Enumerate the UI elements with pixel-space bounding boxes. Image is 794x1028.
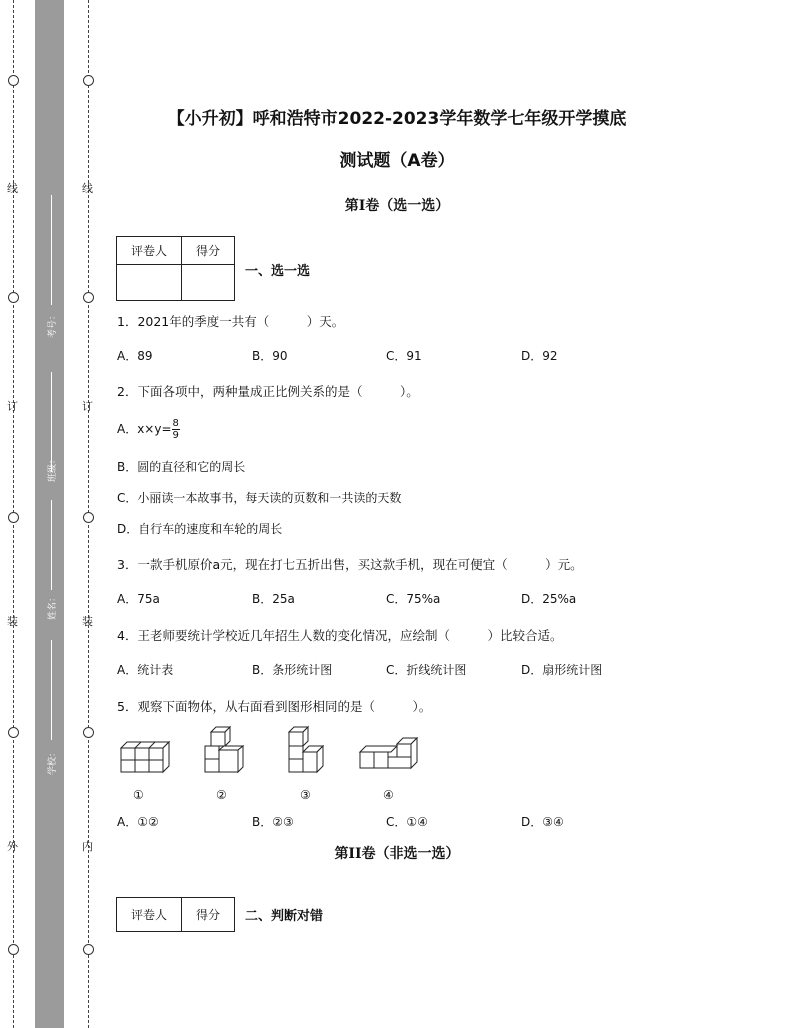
q5-option-c[interactable]: C．①④ [386, 815, 428, 829]
binding-hole [83, 75, 94, 86]
binding-hole [8, 727, 19, 738]
section2-title: 二、判断对错 [245, 909, 324, 924]
side-mark-xian: 线 [82, 182, 93, 195]
part1-heading: 第I卷（选一选） [344, 198, 450, 214]
page-title-line2: 测试题（A卷） [339, 151, 455, 171]
q1-option-a[interactable]: A．89 [117, 349, 153, 363]
field-label-exam-number: 考号： [48, 310, 58, 338]
q1-option-d[interactable]: D．92 [521, 349, 558, 363]
field-line-school [51, 640, 52, 740]
side-mark-ding: 订 [82, 400, 93, 413]
q5-option-d[interactable]: D．③④ [521, 815, 564, 829]
fraction-numerator: 8 [172, 418, 179, 429]
q5-option-a[interactable]: A．①② [117, 815, 159, 829]
binding-hole [8, 944, 19, 955]
binding-hole [8, 512, 19, 523]
q4-option-c[interactable]: C．折线统计图 [386, 663, 467, 677]
q2-option-b[interactable]: B．圆的直径和它的周长 [117, 460, 246, 474]
fraction-denominator: 9 [172, 430, 179, 441]
score-table [116, 236, 235, 301]
field-label-school: 学校： [48, 747, 58, 775]
side-mark-wai: 外 [7, 840, 18, 853]
q2-option-c[interactable]: C．小丽读一本故事书，每天读的页数和一共读的天数 [117, 491, 402, 505]
cube-figure-4 [360, 738, 417, 768]
q4-option-a[interactable]: A．统计表 [117, 663, 174, 677]
score-header: 得分 [182, 898, 235, 932]
q2-option-a-text: A．x×y= [117, 422, 172, 436]
fraction [172, 418, 180, 441]
reviewer-header: 评卷人 [117, 237, 182, 265]
figure-label-1: ① [133, 788, 144, 802]
cube-figure-3 [289, 727, 323, 772]
binding-hole [83, 727, 94, 738]
question-3-stem: 3．一款手机原价a元，现在打七五折出售，买这款手机，现在可便宜（ ）元。 [117, 557, 583, 572]
figure-label-3: ③ [300, 788, 311, 802]
q1-option-b[interactable]: B．90 [252, 349, 288, 363]
question-2-stem: 2．下面各项中，两种量成正比例关系的是（ ）。 [117, 384, 419, 399]
figure-label-2: ② [216, 788, 227, 802]
q3-option-c[interactable]: C．75%a [386, 592, 441, 606]
q1-option-c[interactable]: C．91 [386, 349, 422, 363]
page-title-line1: 【小升初】呼和浩特市2022-2023学年数学七年级开学摸底 [167, 109, 627, 129]
score-cell[interactable] [182, 265, 235, 301]
field-line-name [51, 500, 52, 590]
cube-figures [115, 722, 435, 782]
side-mark-xian: 线 [7, 182, 18, 195]
q3-option-d[interactable]: D．25%a [521, 592, 577, 606]
reviewer-header: 评卷人 [117, 898, 182, 932]
field-label-class: 班级： [48, 454, 58, 482]
field-label-name: 姓名： [48, 592, 58, 620]
binding-hole [83, 512, 94, 523]
reviewer-cell[interactable] [117, 265, 182, 301]
binding-hole [83, 944, 94, 955]
q5-option-b[interactable]: B．②③ [252, 815, 294, 829]
cube-figure-1 [121, 742, 169, 772]
cube-figure-2 [205, 727, 243, 772]
side-mark-zhuang: 装 [82, 615, 93, 628]
binding-hole [8, 75, 19, 86]
question-1-stem: 1．2021年的季度一共有（ ）天。 [117, 314, 345, 329]
question-5-stem: 5．观察下面物体，从右面看到图形相同的是（ ）。 [117, 699, 432, 714]
score-table-2 [116, 897, 235, 932]
question-4-stem: 4．王老师要统计学校近几年招生人数的变化情况，应绘制（ ）比较合适。 [117, 628, 563, 643]
q3-option-a[interactable]: A．75a [117, 592, 160, 606]
binding-hole [8, 292, 19, 303]
q2-option-a[interactable] [117, 418, 180, 441]
q2-option-d[interactable]: D．自行车的速度和车轮的周长 [117, 522, 283, 536]
side-mark-zhuang: 装 [7, 615, 18, 628]
side-mark-ding: 订 [7, 400, 18, 413]
binding-hole [83, 292, 94, 303]
section1-title: 一、选一选 [245, 264, 311, 279]
score-header: 得分 [182, 237, 235, 265]
part2-heading: 第II卷（非选一选） [334, 846, 460, 862]
figure-label-4: ④ [383, 788, 394, 802]
q4-option-b[interactable]: B．条形统计图 [252, 663, 333, 677]
q4-option-d[interactable]: D．扇形统计图 [521, 663, 603, 677]
q3-option-b[interactable]: B．25a [252, 592, 295, 606]
side-mark-nei: 内 [82, 840, 93, 853]
